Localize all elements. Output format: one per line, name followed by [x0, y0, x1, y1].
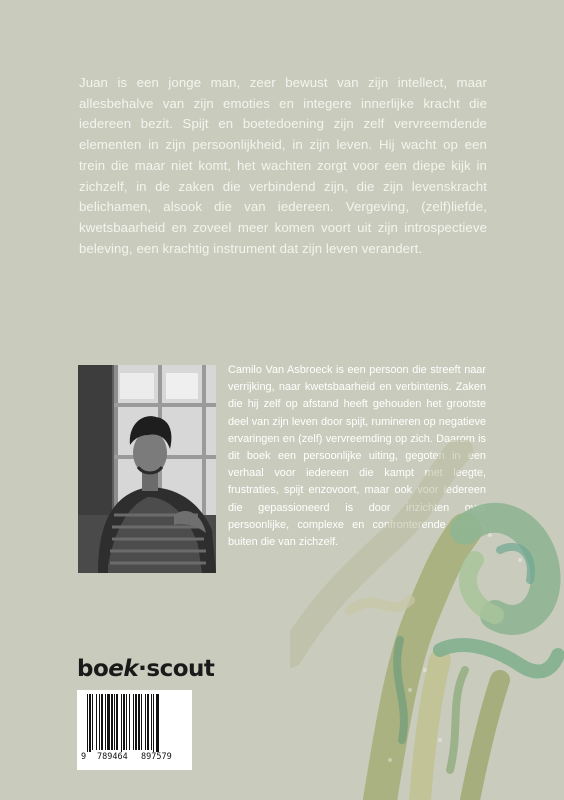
barcode-group-1: 789464 [97, 752, 128, 762]
barcode-bars [77, 690, 192, 752]
publisher-logo-part3: ·scout [138, 656, 215, 682]
publisher-logo-part2: ek [108, 656, 139, 682]
author-photo-image [78, 365, 216, 573]
barcode-group-2: 897579 [141, 752, 172, 762]
author-bio: Camilo Van Asbroeck is een persoon die streeft naar verrijking, naar kwetsbaarheid en verbintenis. Zaken die hij zelf op afstand heeft gehouden het grootste deel van zijn leven door spijt, rumineren op negatieve ervaringen en (zelf) vervreemding op zich. Daarom is dit boek een persoonlijke uiting, gegoten in een verhaal voor iedereen die kampt met leegte, frustraties, spijt enzovoort, maar ook voor iedereen die gepassioneerd is door inzichten over persoonlijke, complexe en confronterende zaken, buiten die van zichzelf. [228, 364, 486, 549]
barcode-first-digit: 9 [81, 752, 87, 762]
author-photo [78, 365, 216, 573]
back-cover-blurb: Juan is een jonge man, zeer bewust van zijn intellect, maar allesbehalve van zijn emoties en integere innerlijke kracht die iedereen bezit. Spijt en boetedoening zijn zelf vervreemdende elementen in zijn persoonlijkheid, in zijn leven. Hij wacht op een trein die maar niet komt, het wachten zorgt voor een diepe kijk in zichzelf, in de zaken die verbindend zijn, die zijn levenskracht belichamen, alsook die van iedereen. Vergeving, (zelf)liefde, kwetsbaarheid en zoveel meer komen voort uit zijn introspectieve beleving, een krachtig instrument dat zijn leven verandert. [79, 75, 487, 256]
flowing-figure-illustration [290, 440, 564, 800]
barcode [77, 690, 192, 770]
barcode-digits [77, 752, 192, 766]
publisher-logo-part1: bo [77, 656, 109, 682]
publisher-logo [77, 656, 215, 686]
